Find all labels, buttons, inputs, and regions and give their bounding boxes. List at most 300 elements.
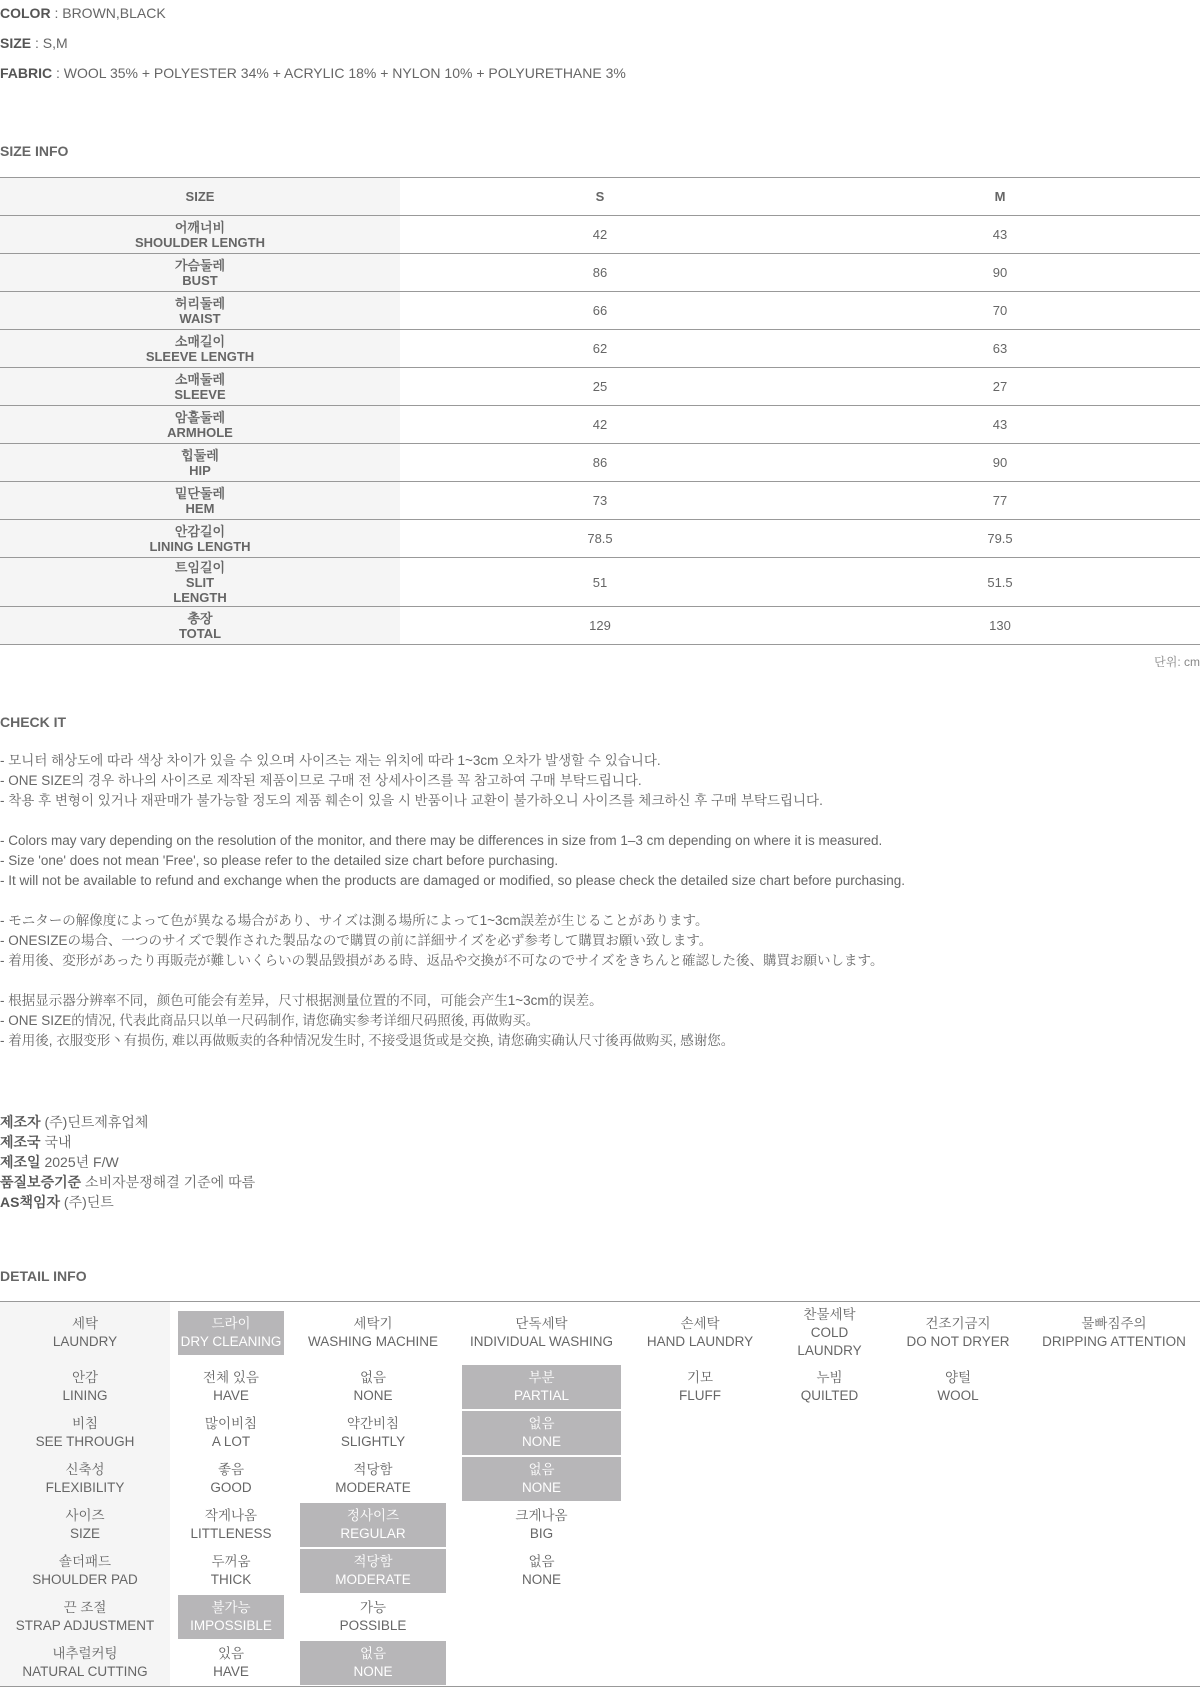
measurement-label-ko: 힙둘레 xyxy=(181,447,219,463)
detail-option-cell xyxy=(170,1502,292,1548)
detail-option-cell xyxy=(454,1640,629,1687)
detail-option-cell xyxy=(629,1302,771,1365)
size-s-value: 42 xyxy=(592,227,608,242)
detail-option-en: COLD LAUNDRY xyxy=(797,1325,862,1358)
detail-label-en: NATURAL CUTTING xyxy=(22,1664,148,1679)
measurement-label xyxy=(0,444,400,482)
size-table-row xyxy=(0,216,1200,254)
detail-option-en: FLUFF xyxy=(679,1388,721,1403)
detail-option-ko: 물빠짐주의 xyxy=(1081,1316,1147,1331)
manufacturer-label: 제조자 xyxy=(0,1114,41,1130)
detail-label-en: SHOULDER PAD xyxy=(32,1572,138,1587)
detail-option-en: NONE xyxy=(521,1572,561,1587)
detail-option-cell xyxy=(771,1640,888,1687)
detail-option-cell xyxy=(1028,1302,1200,1365)
size-table-row xyxy=(0,482,1200,520)
size-table-row xyxy=(0,607,1200,645)
detail-option-cell xyxy=(292,1364,454,1410)
detail-option xyxy=(332,1411,414,1455)
detail-label xyxy=(27,1411,144,1455)
detail-option-cell xyxy=(1028,1410,1200,1456)
measurement-label-ko: 트임길이 xyxy=(174,559,226,575)
detail-option-selected-ko: 정사이즈 xyxy=(346,1508,400,1523)
measurement-label-ko: 밑단둘레 xyxy=(174,485,226,501)
note-line: - Size 'one' does not mean 'Free', so please refer to the detailed size chart before purchasing. xyxy=(0,853,559,868)
measurement-label-en: SHOULDER LENGTH xyxy=(135,234,265,250)
detail-option-cell xyxy=(629,1640,771,1687)
detail-option-en: BIG xyxy=(529,1526,554,1541)
detail-option-ko: 세탁기 xyxy=(353,1316,393,1331)
detail-option-cell xyxy=(771,1456,888,1502)
spec-color xyxy=(0,4,166,22)
detail-row-label xyxy=(0,1364,170,1410)
detail-option-en: NONE xyxy=(353,1388,393,1403)
detail-option-ko: 크게나옴 xyxy=(515,1508,568,1523)
detail-label-en: STRAP ADJUSTMENT xyxy=(15,1618,155,1633)
measurement-label-ko: 가슴둘레 xyxy=(174,257,226,273)
size-s-value: 42 xyxy=(592,417,608,432)
detail-option xyxy=(326,1457,420,1501)
detail-label-en: FLEXIBILITY xyxy=(45,1480,125,1495)
detail-label-ko: 사이즈 xyxy=(65,1508,105,1523)
detail-row xyxy=(0,1502,1200,1548)
detail-option xyxy=(201,1457,260,1501)
detail-row-label xyxy=(0,1302,170,1365)
manufacturer-line xyxy=(0,1152,255,1172)
detail-option-ko: 없음 xyxy=(359,1370,387,1385)
detail-option-ko: 가능 xyxy=(359,1600,387,1615)
check-it-title: CHECK IT xyxy=(0,714,67,730)
detail-row xyxy=(0,1548,1200,1594)
detail-label xyxy=(23,1549,147,1593)
note-line: - 모니터 해상도에 따라 색상 차이가 있을 수 있으며 사이즈는 재는 위치에 따라 1~3cm 오차가 발생할 수 있습니다. xyxy=(0,753,661,768)
detail-option-cell xyxy=(292,1456,454,1502)
detail-info-title: DETAIL INFO xyxy=(0,1268,87,1284)
size-s-value: 86 xyxy=(592,265,608,280)
manufacturer-info xyxy=(0,1112,255,1212)
detail-option-selected xyxy=(300,1503,446,1547)
measurement-label-en: BUST xyxy=(182,272,218,288)
detail-option xyxy=(792,1365,868,1409)
size-m-value: 130 xyxy=(989,618,1011,633)
detail-option-cell xyxy=(888,1410,1028,1456)
size-m-value: 43 xyxy=(992,417,1008,432)
detail-label-ko: 세탁 xyxy=(71,1316,99,1331)
detail-option-cell xyxy=(771,1302,888,1365)
measurement-label xyxy=(0,558,400,607)
detail-label-en: LINING xyxy=(62,1388,108,1403)
size-m-value: 43 xyxy=(992,227,1008,242)
detail-row xyxy=(0,1594,1200,1640)
detail-label-en: SIZE xyxy=(69,1526,100,1541)
detail-option-cell xyxy=(888,1502,1028,1548)
detail-option-cell xyxy=(170,1594,292,1640)
detail-option-cell xyxy=(1028,1594,1200,1640)
detail-option-selected xyxy=(462,1457,621,1501)
detail-option-selected-en: MODERATE xyxy=(335,1572,411,1587)
detail-option-ko: 건조기금지 xyxy=(925,1316,991,1331)
size-s-value: 51 xyxy=(592,574,608,590)
detail-option-cell xyxy=(170,1456,292,1502)
spec-label: COLOR xyxy=(0,5,51,21)
detail-option-selected-ko: 없음 xyxy=(528,1416,555,1431)
spec-value: : S,M xyxy=(31,35,68,51)
detail-option-ko: 기모 xyxy=(686,1370,714,1385)
size-m-value: 77 xyxy=(992,493,1008,508)
detail-row-label xyxy=(0,1456,170,1502)
notes-spacer xyxy=(0,891,905,911)
size-table-row xyxy=(0,368,1200,406)
size-table xyxy=(0,177,1200,645)
manufacturer-label: 제조일 xyxy=(0,1154,41,1170)
notes-spacer xyxy=(0,811,905,831)
detail-option-selected-en: REGULAR xyxy=(340,1526,406,1541)
detail-option xyxy=(928,1365,987,1409)
size-info-title: SIZE INFO xyxy=(0,143,69,159)
note-line: - 根据显示器分辨率不同，颜色可能会有差异，尺寸根据测量位置的不同，可能会产生1~3cm的误差。 xyxy=(0,993,603,1008)
measurement-label-ko: 허리둘레 xyxy=(174,295,226,311)
detail-option-ko: 누빔 xyxy=(816,1370,843,1385)
detail-option-en: HAVE xyxy=(213,1388,249,1403)
detail-option-cell xyxy=(888,1640,1028,1687)
detail-option-cell xyxy=(888,1456,1028,1502)
detail-option xyxy=(1033,1311,1195,1355)
detail-option-ko: 두꺼움 xyxy=(211,1554,251,1569)
measurement-label-ko: 어깨너비 xyxy=(174,219,226,235)
detail-option-en: A LOT xyxy=(211,1434,251,1449)
detail-option-cell xyxy=(170,1410,292,1456)
detail-option-selected-en: DRY CLEANING xyxy=(180,1334,282,1349)
spec-label: SIZE xyxy=(0,35,32,51)
detail-option-selected-ko: 드라이 xyxy=(211,1316,251,1331)
detail-option-ko: 있음 xyxy=(217,1646,245,1661)
size-table-header xyxy=(0,178,1200,216)
size-m-value: 27 xyxy=(992,379,1008,394)
detail-option-en: QUILTED xyxy=(800,1388,859,1403)
detail-option-en: INDIVIDUAL WASHING xyxy=(469,1334,613,1349)
note-line: - ONESIZEの場合、一つのサイズで製作された製品なので購買の前に詳細サイズを必ず参考して購買お願い致します。 xyxy=(0,933,713,948)
detail-option xyxy=(181,1503,280,1547)
detail-option-cell xyxy=(170,1302,292,1365)
detail-option-ko: 없음 xyxy=(528,1554,555,1569)
detail-option-ko: 전체 있음 xyxy=(203,1370,259,1385)
detail-option-selected-ko: 적당함 xyxy=(353,1554,393,1569)
detail-option-cell xyxy=(454,1502,629,1548)
spec-label: FABRIC xyxy=(0,65,53,81)
measurement-label-ko: 암홀둘레 xyxy=(174,409,226,425)
detail-option-cell xyxy=(888,1548,1028,1594)
measurement-label xyxy=(0,254,400,292)
detail-option-cell xyxy=(1028,1502,1200,1548)
measurement-label xyxy=(0,520,400,558)
detail-row xyxy=(0,1456,1200,1502)
detail-option-cell xyxy=(1028,1548,1200,1594)
detail-option-en: HAND LAUNDRY xyxy=(646,1334,754,1349)
detail-option-cell xyxy=(292,1302,454,1365)
detail-option-cell xyxy=(629,1410,771,1456)
spec-value: : BROWN,BLACK xyxy=(50,5,166,21)
detail-label xyxy=(7,1595,164,1639)
manufacturer-line xyxy=(0,1172,255,1192)
size-s-value: 129 xyxy=(589,618,611,633)
detail-option-selected xyxy=(178,1595,284,1639)
detail-row-label xyxy=(0,1548,170,1594)
measurement-label-en: ARMHOLE xyxy=(167,424,233,440)
detail-option-cell xyxy=(454,1456,629,1502)
detail-option xyxy=(196,1411,266,1455)
detail-label xyxy=(53,1365,116,1409)
size-s-value: 78.5 xyxy=(587,531,613,546)
note-line: - Colors may vary depending on the resolution of the monitor, and there may be differences in size from 1–3 cm depending on where it is measured. xyxy=(0,833,883,848)
detail-option xyxy=(513,1549,570,1593)
detail-option xyxy=(638,1311,762,1355)
measurement-label-ko: 총장 xyxy=(187,610,213,626)
measurement-label-en: SLEEVE LENGTH xyxy=(145,348,255,364)
detail-option-ko: 적당함 xyxy=(353,1462,393,1477)
detail-option-en: WASHING MACHINE xyxy=(307,1334,438,1349)
detail-option xyxy=(331,1595,416,1639)
detail-option-cell xyxy=(292,1548,454,1594)
detail-option-ko: 작게나옴 xyxy=(204,1508,258,1523)
detail-option-selected-en: NONE xyxy=(521,1480,561,1495)
measurement-label-en: SLEEVE xyxy=(174,386,226,402)
detail-option-en: LITTLENESS xyxy=(190,1526,272,1541)
manufacturer-value: 국내 xyxy=(40,1134,72,1150)
detail-row-label xyxy=(0,1502,170,1548)
detail-option-en: DO NOT DRYER xyxy=(906,1334,1010,1349)
detail-option xyxy=(299,1311,447,1355)
measurement-label-ko: 안감길이 xyxy=(174,523,226,539)
detail-option-cell xyxy=(292,1502,454,1548)
manufacturer-label: 품질보증기준 xyxy=(0,1174,82,1190)
detail-option-cell xyxy=(629,1456,771,1502)
detail-option-selected-ko: 불가능 xyxy=(211,1600,251,1615)
detail-option xyxy=(506,1503,576,1547)
manufacturer-label: 제조국 xyxy=(0,1134,41,1150)
detail-option-selected-en: PARTIAL xyxy=(513,1388,570,1403)
detail-option-selected xyxy=(300,1641,446,1685)
detail-label-ko: 비침 xyxy=(71,1416,99,1431)
note-line: - ONE SIZE的情况, 代表此商品只以单一尺码制作, 请您确实参考详细尺码照後, 再做购买。 xyxy=(0,1013,540,1028)
detail-option-cell xyxy=(888,1594,1028,1640)
size-s-value: 66 xyxy=(592,303,608,318)
detail-label-ko: 안감 xyxy=(71,1370,99,1385)
detail-option-cell xyxy=(771,1594,888,1640)
detail-option-cell xyxy=(629,1594,771,1640)
detail-option-cell xyxy=(170,1640,292,1687)
manufacturer-label: AS책임자 xyxy=(0,1194,61,1210)
detail-row xyxy=(0,1410,1200,1456)
detail-row-label xyxy=(0,1594,170,1640)
detail-option-cell xyxy=(888,1302,1028,1365)
note-line: - It will not be available to refund and exchange when the products are damaged or modified, so please check the detailed size chart before purchasing. xyxy=(0,873,906,888)
size-m-value: 51.5 xyxy=(987,574,1013,590)
detail-table xyxy=(0,1301,1200,1687)
measurement-label xyxy=(0,330,400,368)
detail-option-cell xyxy=(454,1594,629,1640)
detail-option-en: DRIPPING ATTENTION xyxy=(1042,1334,1186,1349)
detail-option-ko: 단독세탁 xyxy=(515,1316,568,1331)
detail-option-ko: 양털 xyxy=(944,1370,972,1385)
note-line: - 着用後, 衣服变形丶有损伤, 难以再做贩卖的各种情况发生时, 不接受退货或是交换, 请您确实确认尺寸後再做购买, 感谢您。 xyxy=(0,1033,735,1048)
detail-option xyxy=(461,1311,622,1355)
detail-option-cell xyxy=(292,1410,454,1456)
detail-option-selected xyxy=(178,1311,284,1355)
measurement-label xyxy=(0,482,400,520)
measurement-label xyxy=(0,292,400,330)
detail-option-cell xyxy=(771,1364,888,1410)
detail-option-ko: 좋음 xyxy=(217,1462,245,1477)
measurement-label-en: HEM xyxy=(185,500,215,516)
detail-option xyxy=(202,1549,261,1593)
detail-option-ko: 찬물세탁 xyxy=(803,1307,856,1322)
size-table-row xyxy=(0,444,1200,482)
measurement-label-en: WAIST xyxy=(179,310,221,326)
detail-label-ko: 신축성 xyxy=(65,1462,105,1477)
detail-option-cell xyxy=(454,1548,629,1594)
detail-option-cell xyxy=(629,1548,771,1594)
spec-fabric xyxy=(0,64,626,82)
size-table-row xyxy=(0,558,1200,607)
detail-option-cell xyxy=(454,1302,629,1365)
detail-label xyxy=(44,1311,126,1355)
detail-option xyxy=(194,1365,268,1409)
detail-option xyxy=(771,1302,888,1364)
detail-option-selected-ko: 없음 xyxy=(359,1646,387,1661)
detail-option-en: GOOD xyxy=(210,1480,252,1495)
detail-row xyxy=(0,1364,1200,1410)
size-header-label: SIZE xyxy=(0,178,400,216)
detail-option-en: MODERATE xyxy=(335,1480,411,1495)
manufacturer-line xyxy=(0,1112,255,1132)
check-it-notes xyxy=(0,751,905,1051)
detail-option-selected xyxy=(300,1549,446,1593)
manufacturer-line xyxy=(0,1192,255,1212)
detail-label-en: LAUNDRY xyxy=(52,1334,118,1349)
size-table-row xyxy=(0,254,1200,292)
detail-label xyxy=(56,1503,113,1547)
detail-option-cell xyxy=(629,1364,771,1410)
measurement-label-en: TOTAL xyxy=(178,625,222,641)
detail-option-ko: 약간비침 xyxy=(346,1416,400,1431)
detail-option-en: SLIGHTLY xyxy=(340,1434,406,1449)
detail-option-cell xyxy=(1028,1364,1200,1410)
note-line: - 着用後、変形があったり再販売が難しいくらいの製品毀損がある時、返品や交換が不可なのでサイズをきちんと確認した後、購買お願いします。 xyxy=(0,953,884,968)
size-table-row xyxy=(0,520,1200,558)
detail-option-selected-en: NONE xyxy=(521,1434,561,1449)
detail-option xyxy=(670,1365,730,1409)
detail-row-label xyxy=(0,1410,170,1456)
note-line: - ONE SIZE의 경우 하나의 사이즈로 제작된 제품이므로 구매 전 상세사이즈를 꼭 참고하여 구매 부탁드립니다. xyxy=(0,773,642,788)
detail-option-en: POSSIBLE xyxy=(339,1618,407,1633)
detail-option-cell xyxy=(454,1364,629,1410)
detail-option-ko: 많이비침 xyxy=(204,1416,258,1431)
size-m-value: 79.5 xyxy=(987,531,1013,546)
detail-option-cell xyxy=(771,1502,888,1548)
size-m-value: 70 xyxy=(992,303,1008,318)
detail-option-cell xyxy=(454,1410,629,1456)
size-unit: 단위: cm xyxy=(1154,655,1200,669)
size-s-value: 86 xyxy=(592,455,608,470)
size-s-value: 25 xyxy=(592,379,608,394)
detail-label-ko: 숄더패드 xyxy=(58,1554,112,1569)
detail-option-cell xyxy=(771,1410,888,1456)
size-header-s: S xyxy=(595,189,605,204)
detail-option-cell xyxy=(292,1640,454,1687)
measurement-label xyxy=(0,607,400,645)
detail-option-cell xyxy=(771,1548,888,1594)
manufacturer-line xyxy=(0,1132,255,1152)
detail-option xyxy=(204,1641,258,1685)
spec-value: : WOOL 35% + POLYESTER 34% + ACRYLIC 18% + NYLON 10% + POLYURETHANE 3% xyxy=(52,65,626,81)
note-line: - 착용 후 변형이 있거나 재판매가 불가능할 정도의 제품 훼손이 있을 시 반품이나 교환이 불가하오니 사이즈를 체크하신 후 구매 부탁드립니다. xyxy=(0,793,823,808)
measurement-label-en: HIP xyxy=(189,462,211,478)
detail-option xyxy=(344,1365,401,1409)
detail-label xyxy=(37,1457,134,1501)
detail-option-selected-ko: 없음 xyxy=(528,1462,555,1477)
size-m-value: 63 xyxy=(992,341,1008,356)
manufacturer-value: 소비자분쟁해결 기준에 따름 xyxy=(81,1174,256,1190)
detail-option xyxy=(897,1311,1018,1355)
size-s-value: 62 xyxy=(592,341,608,356)
manufacturer-value: (주)딘트제휴업체 xyxy=(40,1114,149,1130)
detail-label xyxy=(13,1641,156,1685)
measurement-label xyxy=(0,406,400,444)
size-table-row xyxy=(0,406,1200,444)
detail-label-en: SEE THROUGH xyxy=(35,1434,135,1449)
detail-option-cell xyxy=(629,1502,771,1548)
detail-option-ko: 손세탁 xyxy=(680,1316,720,1331)
detail-option-selected xyxy=(462,1411,621,1455)
detail-option-en: HAVE xyxy=(213,1664,249,1679)
detail-option-selected-en: NONE xyxy=(353,1664,393,1679)
detail-option-cell xyxy=(170,1548,292,1594)
notes-spacer xyxy=(0,971,905,991)
detail-option-selected xyxy=(462,1365,621,1409)
size-table-row xyxy=(0,330,1200,368)
spec-size xyxy=(0,34,68,52)
detail-label-ko: 끈 조절 xyxy=(63,1600,107,1615)
detail-option-selected-en: IMPOSSIBLE xyxy=(190,1618,272,1633)
size-table-row xyxy=(0,292,1200,330)
note-line: - モニターの解像度によって色が異なる場合があり、サイズは測る場所によって1~3cm誤差が生じることがあります。 xyxy=(0,913,709,928)
measurement-label-en: SLIT LENGTH xyxy=(173,574,227,605)
size-m-value: 90 xyxy=(992,265,1008,280)
detail-label-ko: 내추럴커팅 xyxy=(52,1646,118,1661)
size-s-value: 73 xyxy=(592,493,608,508)
manufacturer-value: 2025년 F/W xyxy=(40,1154,119,1170)
measurement-label xyxy=(0,216,400,254)
size-header-m: M xyxy=(994,189,1006,204)
measurement-label-ko: 소매길이 xyxy=(174,333,226,349)
detail-option-en: WOOL xyxy=(937,1388,979,1403)
size-m-value: 90 xyxy=(992,455,1008,470)
detail-option-cell xyxy=(1028,1456,1200,1502)
detail-option-cell xyxy=(1028,1640,1200,1687)
detail-option-en: THICK xyxy=(210,1572,252,1587)
measurement-label-en: LINING LENGTH xyxy=(149,538,251,554)
measurement-label xyxy=(0,368,400,406)
detail-option-cell xyxy=(292,1594,454,1640)
detail-row-label xyxy=(0,1640,170,1687)
detail-option-selected-ko: 부분 xyxy=(528,1370,555,1385)
detail-row xyxy=(0,1302,1200,1365)
detail-row xyxy=(0,1640,1200,1687)
detail-option-cell xyxy=(170,1364,292,1410)
detail-option-cell xyxy=(888,1364,1028,1410)
measurement-label-ko: 소매둘레 xyxy=(174,371,226,387)
manufacturer-value: (주)딘트 xyxy=(60,1194,114,1210)
